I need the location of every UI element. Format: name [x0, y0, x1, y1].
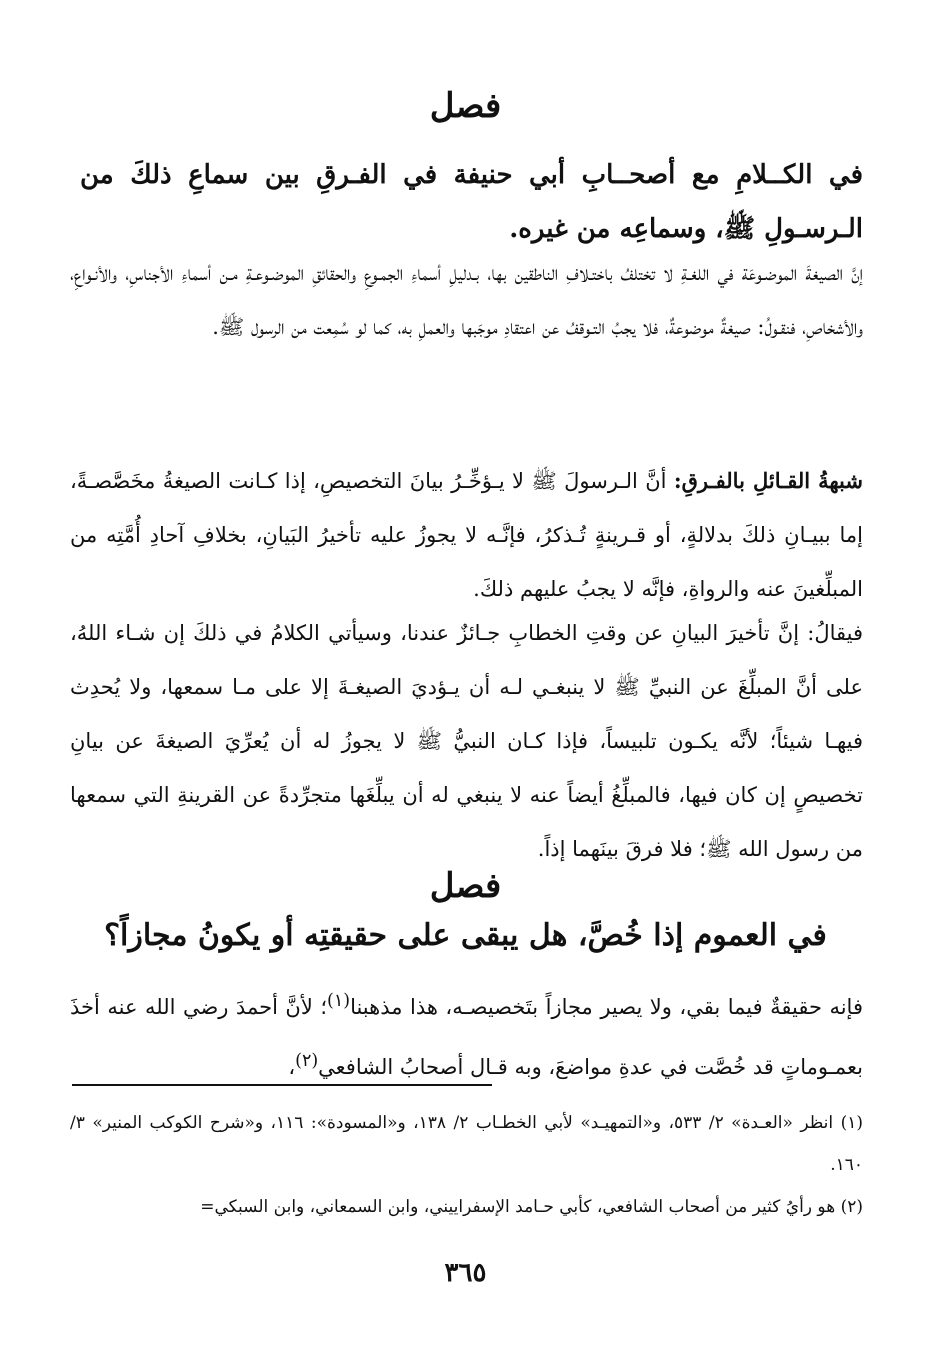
paragraph-text: ،: [288, 1055, 296, 1079]
footnote: (٢) هو رأيُ كثير من أصحاب الشافعي، كأبي حـامد الإسفراييني، وابن السمعاني، وابن السبكي=: [200, 1197, 863, 1217]
section-heading: فصل: [429, 86, 502, 126]
paragraph: فيقالُ: إنَّ تأخيرَ البيانِ عن وقتِ الخطابِ جـائزٌ عندنا، وسيأتي الكلامُ في ذلكَ إن شـاء اللهُ، على أنَّ المبلِّغَ عن النبيِّ ﷺ لا ينبغـي لـه أن يـؤديَ الصيغـةَ إلا على مـا سمعها، ولا يُحدِث فيهـا شيئاً؛ لأنَّه يكـون تلبيساً، فإذا كـان النبيُّ ﷺ لا يجوزُ له أن يُعرِّيَ الصيغةَ عن بيانِ تخصيصٍ إن كان فيها، فالمبلِّغُ أيضاً عنه لا ينبغي له أن يبلِّغَها متجرِّدةً عن القرينةِ التي سمعها من رسول الله ﷺ؛ فلا فرقَ بينَهما إذاً.: [70, 621, 863, 861]
section-subheading: في العموم إذا خُصَّ، هل يبقى على حقيقتِه أو يكونُ مجازاً؟: [104, 918, 827, 953]
paragraph-lead: شبهةُ القـائلِ بالفـرقِ:: [673, 468, 863, 493]
paragraph: [70, 454, 863, 616]
paragraph: إنَّ الصيغةَ الموضـوعَة في اللغـةِ لا تختلفُ باختـلافِ الناطقين بها، بـدليلِ أسماءِ الجمـوعِ والحقائقِ الموضـوعـةِ مـن أسماءِ الأجناسِ، والأنـواعِ، والأشخاصِ، فنقـولُ: صيغةٌ موضوعةٌ، فلا يجبُ التـوقفُ عن اعتقادِ موجَبها والعملِ به، كما لو سُمِعت من الرسول ﷺ.: [70, 261, 863, 339]
paragraph-text: ؛ لأنَّ أحمدَ رضي الله عنه أخذَ بعمـوماتٍ قد خُصَّت في عدةِ مواضعَ، وبه قـال أصحابُ الشافعي: [70, 995, 863, 1079]
section-heading: فصل: [429, 866, 502, 906]
footnote: (١) انظر «العـدة» ٢/ ٥٣٣، و«التمهيـد» لأبي الخطـاب ٢/ ١٣٨، و«المسودة»: ١١٦، و«شرح الكوكب المنير» ٣/ ١٦٠.: [70, 1113, 863, 1175]
footnote-divider: [72, 1084, 492, 1086]
paragraph-text: فإنه حقيقةٌ فيما بقي، ولا يصير مجازاً بتَخصيصـه، هذا مذهبنا: [350, 995, 863, 1019]
footnote-ref[interactable]: (٢): [295, 1051, 319, 1071]
page-number: ٣٦٥: [444, 1258, 487, 1288]
section-subheading: في الكــلامِ مع أصحــابِ أبي حنيفة في الفـرقِ بين سماعِ ذلكَ من الـرسـولِ ﷺ، وسماعِه من غيره.: [80, 160, 863, 244]
paragraph: [70, 974, 863, 1094]
footnote-ref[interactable]: (١): [327, 991, 351, 1011]
paragraph-text: أنَّ الـرسولَ ﷺ لا يـؤخِّـرُ بيانَ التخصيصِ، إذا كـانت الصيغةُ مخَصَّصـةً، إما ببيـانِ ذلكَ بدلالةٍ، أو قـرينةٍ تُـذكرُ، فإنَّـه لا يجوزُ عليه تأخيرُ البَيانِ، بخلافِ آحادِ أُمَّتِه من المبلِّغينَ عنه والرواةِ، فإنَّه لا يجبُ عليهم ذلكَ.: [70, 469, 863, 601]
